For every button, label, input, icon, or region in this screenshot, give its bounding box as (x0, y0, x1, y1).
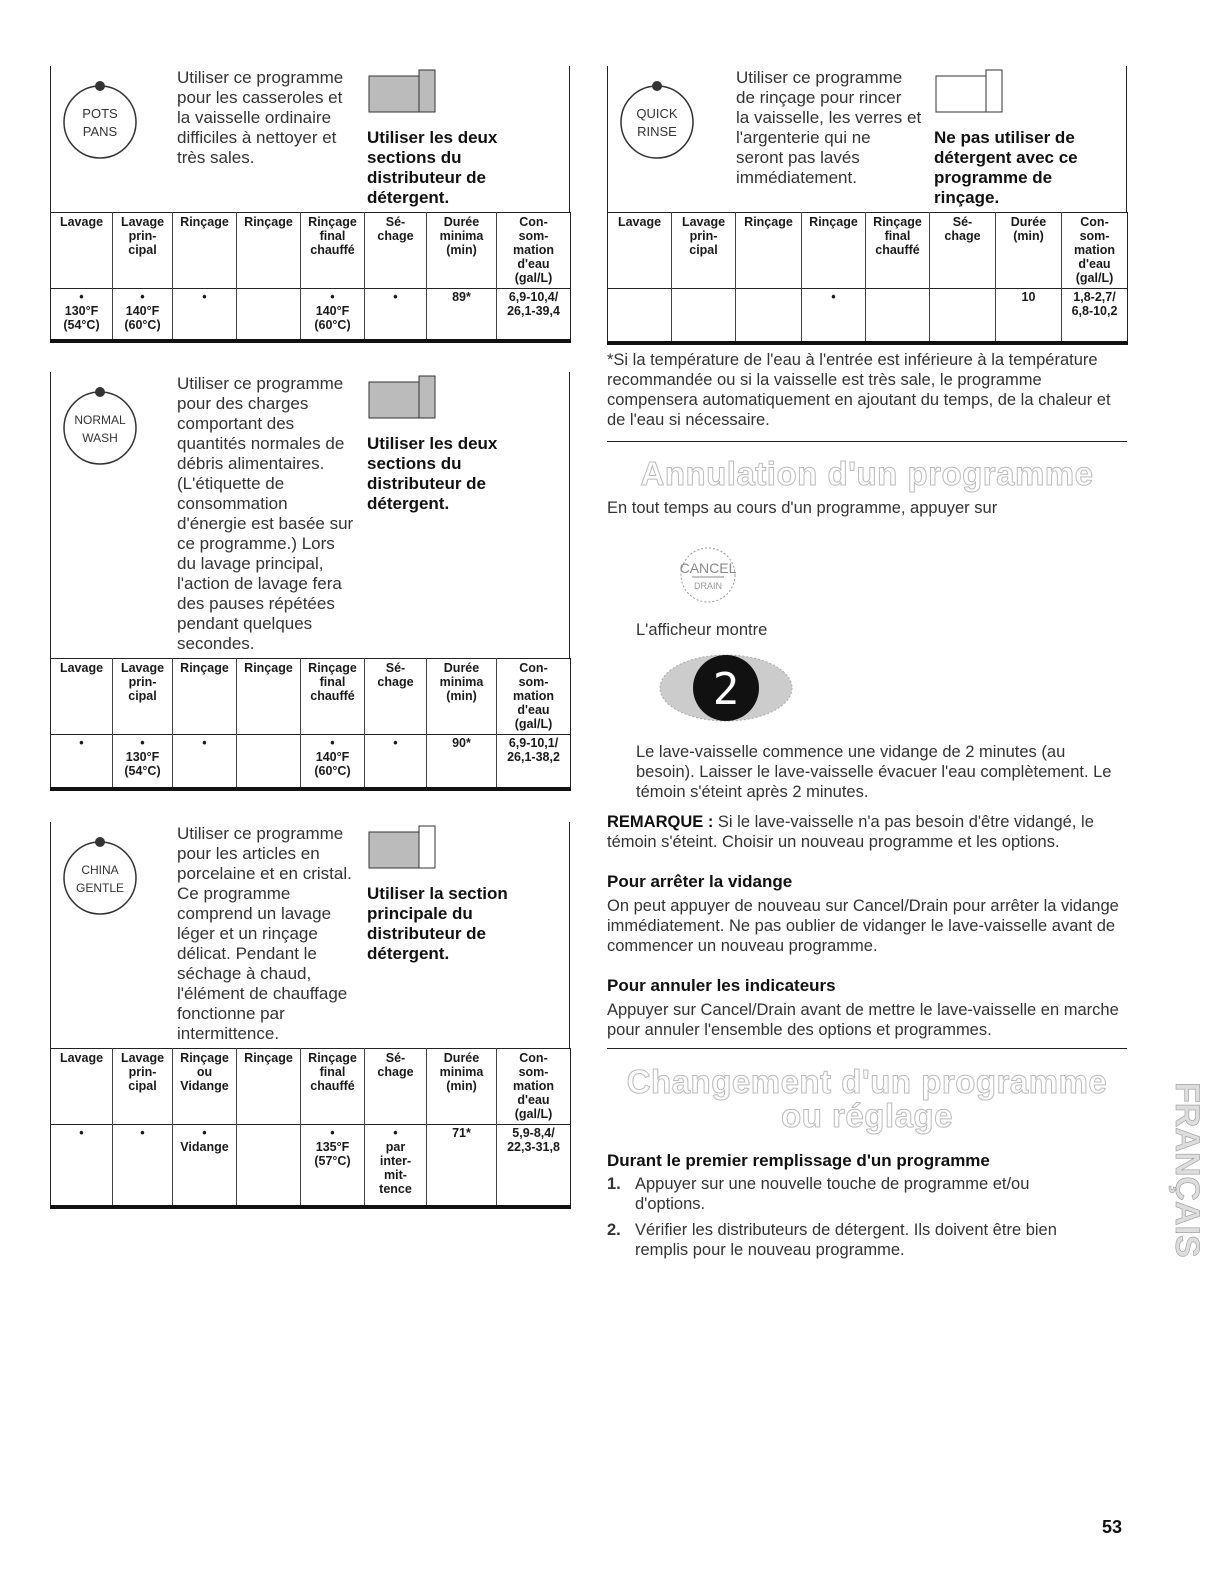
cell: • 140°F (60°C) (113, 289, 173, 341)
program-header (607, 66, 1127, 212)
cancel-indicators-title: Pour annuler les indicateurs (607, 976, 836, 995)
header-principal: Lavage prin- cipal (672, 213, 736, 289)
cell (930, 289, 996, 343)
cycle-table (50, 212, 571, 343)
header-lavage: Lavage (51, 1049, 113, 1125)
header-consommation: Con- som- mation d'eau (gal/L) (1062, 213, 1128, 289)
remarque-text: Si le lave-vaisselle n'a pas besoin d'être vidangé, le témoin s'éteint. Choisir un nouveau programme et les options. (607, 813, 1094, 851)
program-description: Utiliser ce programme pour les casseroles et la vaisselle ordinaire difficiles à nettoyer et très sales. (177, 68, 344, 167)
cell: 6,9-10,4/ 26,1-39,4 (497, 289, 571, 341)
header-rincage-final: Rinçage final chauffé (301, 1049, 365, 1125)
divider (607, 441, 1127, 442)
header-lavage: Lavage (51, 213, 113, 289)
header-duree: Durée minima (min) (427, 659, 497, 735)
language-side-tab (1152, 1082, 1206, 1342)
cell: • (173, 735, 237, 789)
program-header (50, 372, 570, 658)
detergent-instruction: Ne pas utiliser de détergent avec ce programme de rinçage. (934, 128, 1078, 207)
table-row (51, 289, 571, 341)
cell (866, 289, 930, 343)
header-principal: Lavage prin- cipal (113, 1049, 173, 1125)
normal-wash-button-icon (57, 382, 143, 468)
list-item (607, 1220, 1127, 1260)
cancel-intro: En tout temps au cours d'un programme, appuyer sur (607, 499, 998, 517)
header-rincage: Rinçage (802, 213, 866, 289)
cell: 6,9-10,1/ 26,1-38,2 (497, 735, 571, 789)
program-pots-pans (50, 66, 570, 343)
header-sechage: Sé- chage (365, 659, 427, 735)
header-rincage: Rinçage (173, 659, 237, 735)
header-rincage: Rinçage (237, 659, 301, 735)
section-title-annulation: Annulation d'un programme (640, 455, 1094, 492)
header-lavage: Lavage (608, 213, 672, 289)
svg-text:PANS: PANS (82, 124, 118, 139)
stop-drain-title: Pour arrêter la vidange (607, 872, 793, 891)
cell: • 130°F (54°C) (113, 735, 173, 789)
cycle-table (607, 212, 1128, 345)
program-normal-wash (50, 372, 570, 791)
header-sechage: Sé- chage (365, 213, 427, 289)
table-row (51, 1125, 571, 1207)
cell: 89* (427, 289, 497, 341)
pots-pans-button-icon (57, 76, 143, 162)
program-header (50, 66, 570, 212)
header-duree: Durée minima (min) (427, 213, 497, 289)
detergent-instruction: Utiliser la section principale du distributeur de détergent. (367, 884, 508, 963)
list-item (607, 1174, 1127, 1214)
cell: • 135°F (57°C) (301, 1125, 365, 1207)
svg-text:2: 2 (712, 664, 740, 715)
cell: • par inter- mit- tence (365, 1125, 427, 1207)
cell (237, 289, 301, 341)
svg-text:DRAIN: DRAIN (693, 581, 723, 591)
header-rincage-final: Rinçage final chauffé (866, 213, 930, 289)
cell (237, 735, 301, 789)
divider (607, 1048, 1127, 1049)
cell: • (802, 289, 866, 343)
cell (608, 289, 672, 343)
svg-text:WASH: WASH (82, 431, 118, 445)
header-rincage: Rinçage (237, 1049, 301, 1125)
svg-text:CHINA: CHINA (81, 863, 119, 877)
program-china-gentle (50, 822, 570, 1209)
svg-text:FRANÇAIS: FRANÇAIS (1168, 1082, 1206, 1258)
cancel-drain-button-icon (672, 545, 744, 605)
dispenser-main-icon (367, 824, 437, 880)
header-principal: Lavage prin- cipal (113, 213, 173, 289)
list-text: Vérifier les distributeurs de détergent. Ils doivent être bien remplis pour le nouveau programme. (635, 1221, 1057, 1259)
svg-text:QUICK: QUICK (636, 106, 678, 121)
detergent-instruction: Utiliser les deux sections du distributeur de détergent. (367, 434, 498, 513)
footnote: *Si la température de l'eau à l'entrée est inférieure à la température recommandée ou si la vaisselle est très sale, le programme compensera automatiquement en ajoutant du temps, de la chaleur et de l'eau si nécessaire. (607, 351, 1111, 429)
header-rincage: Rinçage (173, 213, 237, 289)
cell: • (365, 289, 427, 341)
header-rincage-ou-vidange: Rinçage ou Vidange (173, 1049, 237, 1125)
header-rincage: Rinçage (736, 213, 802, 289)
list-number: 1. (607, 1175, 621, 1193)
header-rincage-final: Rinçage final chauffé (301, 659, 365, 735)
china-gentle-button-icon (57, 832, 143, 918)
program-header (50, 822, 570, 1048)
svg-text:CANCEL: CANCEL (679, 560, 737, 576)
section-title-changement-line2: ou réglage (781, 1097, 953, 1134)
cell: 1,8-2,7/ 6,8-10,2 (1062, 289, 1128, 343)
cell: • (51, 1125, 113, 1207)
stop-drain-text: On peut appuyer de nouveau sur Cancel/Drain pour arrêter la vidange immédiatement. Ne pas oublier de vidanger le lave-vaisselle avant de commencer un nouveau programme. (607, 897, 1119, 955)
header-principal: Lavage prin- cipal (113, 659, 173, 735)
cycle-table (50, 1048, 571, 1209)
list-text: Appuyer sur une nouvelle touche de programme et/ou d'options. (635, 1175, 1030, 1213)
cell: • (173, 289, 237, 341)
cell: • (51, 735, 113, 789)
header-duree: Durée (min) (996, 213, 1062, 289)
cell: • 130°F (54°C) (51, 289, 113, 341)
cell: 90* (427, 735, 497, 789)
header-consommation: Con- som- mation d'eau (gal/L) (497, 213, 571, 289)
cell: • (113, 1125, 173, 1207)
header-rincage: Rinçage (237, 213, 301, 289)
display-intro: L'afficheur montre (636, 621, 768, 639)
drain-text: Le lave-vaisselle commence une vidange de 2 minutes (au besoin). Laisser le lave-vaisselle évacuer l'eau complètement. Le témoin s'éteint après 2 minutes. (636, 743, 1112, 801)
program-description: Utiliser ce programme de rinçage pour rincer la vaisselle, les verres et l'argenterie qui ne seront pas lavés immédiatement. (736, 68, 922, 187)
header-sechage: Sé- chage (365, 1049, 427, 1125)
cell: • 140°F (60°C) (301, 289, 365, 341)
table-row (51, 735, 571, 789)
cell: • (365, 735, 427, 789)
cell (237, 1125, 301, 1207)
table-row (608, 289, 1128, 343)
quick-rinse-button-icon (614, 76, 700, 162)
header-rincage-final: Rinçage final chauffé (301, 213, 365, 289)
cell: 71* (427, 1125, 497, 1207)
remarque-label: REMARQUE : (607, 813, 714, 831)
header-duree: Durée minima (min) (427, 1049, 497, 1125)
svg-text:POTS: POTS (82, 106, 118, 121)
cell: • Vidange (173, 1125, 237, 1207)
cancel-indicators-text: Appuyer sur Cancel/Drain avant de mettre le lave-vaisselle en marche pour annuler l'ensemble des options et programmes. (607, 1001, 1119, 1039)
program-quick-rinse (607, 66, 1127, 345)
section-title-changement: Changement d'un programme (626, 1063, 1108, 1100)
cell: 5,9-8,4/ 22,3-31,8 (497, 1125, 571, 1207)
cell (736, 289, 802, 343)
cell (672, 289, 736, 343)
svg-text:RINSE: RINSE (637, 124, 677, 139)
list-number: 2. (607, 1221, 621, 1239)
dispenser-both-icon (367, 68, 437, 124)
detergent-instruction: Utiliser les deux sections du distributeur de détergent. (367, 128, 498, 207)
header-sechage: Sé- chage (930, 213, 996, 289)
cell: 10 (996, 289, 1062, 343)
program-description: Utiliser ce programme pour des charges comportant des quantités normales de débris alimentaires. (L'étiquette de consommation d'énergie est basée sur ce programme.) Lors du lavage principal, l'action de lavage fera des pauses répétées pendant quelques secondes. (177, 374, 354, 653)
dispenser-empty-icon (934, 68, 1004, 124)
svg-text:NORMAL: NORMAL (74, 413, 126, 427)
status-display-icon (657, 652, 795, 724)
cell: • 140°F (60°C) (301, 735, 365, 789)
header-lavage: Lavage (51, 659, 113, 735)
header-consommation: Con- som- mation d'eau (gal/L) (497, 1049, 571, 1125)
first-fill-title: Durant le premier remplissage d'un programme (607, 1151, 990, 1170)
remarque (607, 812, 1127, 852)
cycle-table (50, 658, 571, 791)
svg-text:GENTLE: GENTLE (75, 881, 125, 895)
header-consommation: Con- som- mation d'eau (gal/L) (497, 659, 571, 735)
dispenser-both-icon (367, 374, 437, 430)
page-number: 53 (1102, 1517, 1123, 1537)
program-description: Utiliser ce programme pour les articles en porcelaine et en cristal. Ce programme comprend un lavage léger et un rinçage délicat. Pendant le séchage à chaud, l'élément de chauffage fonctionne par intermittence. (177, 824, 352, 1043)
